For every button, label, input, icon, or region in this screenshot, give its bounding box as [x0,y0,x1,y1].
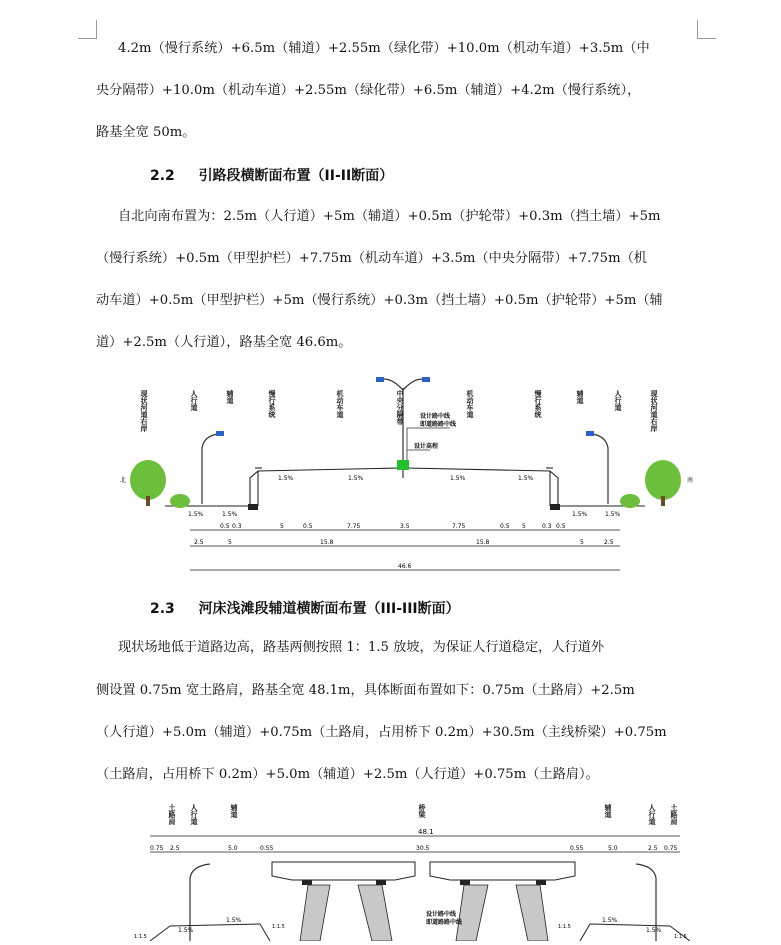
figure3-annotation-design-centerline: 设计路中线 [426,911,457,918]
dim-label: 2.5 [170,845,180,852]
dim-label: 0.55 [570,845,584,852]
dim-label: 0.5 [556,523,566,530]
dim-label: 15.8 [476,539,490,546]
side-slope-label: 1:1.5 [272,924,285,930]
dim-label: 0.5 [500,523,510,530]
slope-label: 1.5% [450,475,466,482]
corner-mark-left [78,20,97,39]
figure3-street-lamps [190,864,656,941]
top-label-motorway-north: 机动车道 [336,390,344,418]
corner-mark-right [697,20,716,39]
cross-section-drawing-3 [130,800,690,941]
top-label-median: 中央分隔带 [396,390,404,425]
side-slope-label: 1:1.5 [558,924,571,930]
retaining-wall-north [248,504,258,510]
annotation-design-elevation: 设计高程 [414,443,439,450]
section23-line2: 侧设置 0.75m 宽土路肩，路基全宽 48.1m，具体断面布置如下：0.75m（土路肩）+2.5m [96,683,635,698]
top-label-slow-south: 慢行系统 [534,390,542,418]
figure3-top-label-sidewalk-left: 人行道 [190,804,198,825]
dim-label: 7.75 [347,523,361,530]
section-2-3-heading [150,598,460,618]
dim-label: 2.5 [648,845,658,852]
lamp-head-right [422,377,430,382]
lamp-head-left [376,377,384,382]
paragraph1-line2: 央分隔带）+10.0m（机动车道）+2.55m（绿化带）+6.5m（辅道）+4.2m（慢行系统）， [96,83,641,98]
dim-label: 0.75 [664,845,678,852]
tree-south [645,460,681,506]
slope-label: 1.5% [348,475,364,482]
dim-label: 5.0 [228,845,238,852]
retaining-wall-south [550,504,560,510]
side-slope-label: 1:1.5 [134,934,147,940]
dim-label: 0.3 [232,523,242,530]
section22-line1: 自北向南布置为：2.5m（人行道）+5m（辅道）+0.5m（护轮带）+0.3m（挡土墙）+5m [118,209,661,224]
top-label-river-north: 现状河道右岸 [140,390,148,432]
slope-label: 1.5% [226,917,242,924]
dimension-row-2 [194,539,614,546]
slope-labels [188,475,621,518]
dim-label: 0.75 [150,845,164,852]
slope-label: 1.5% [605,511,621,518]
dimension-row-1 [220,523,566,530]
side-label-north: 北 [120,477,127,484]
paragraph1-line1: 4.2m（慢行系统）+6.5m（辅道）+2.55m（绿化带）+10.0m（机动车道）+3.5m（中 [118,41,650,56]
side-slope-label: 1:1.5 [674,934,687,940]
dim-label: 5 [580,539,584,546]
slope-label: 1.5% [646,927,662,934]
top-label-aux-road-north: 辅道 [226,390,234,404]
shrub-north [170,494,190,508]
slope-label: 1.5% [178,927,194,934]
figure3-dims [150,845,678,852]
figure3-top-label-shoulder-left: 土路肩 [168,804,176,825]
section22-line2: （慢行系统）+0.5m（甲型护栏）+7.75m（机动车道）+3.5m（中央分隔带）+7.75m（机 [96,251,647,266]
bridge-bearings [302,880,546,885]
section-2-2-heading [150,165,393,185]
dim-label: 7.75 [452,523,466,530]
figure3-top-label-shoulder-right: 土路肩 [670,804,678,825]
section23-line4: （土路肩，占用桥下 0.2m）+5.0m（辅道）+2.5m（人行道）+0.75m（土路肩）。 [96,767,599,782]
figure3-side-slopes [134,924,687,940]
dim-label: 5 [280,523,284,530]
slope-label: 1.5% [518,475,534,482]
dim-label: 2.5 [604,539,614,546]
slope-label: 1.5% [278,475,294,482]
dim-label: 5 [228,539,232,546]
cross-section-figure-2 [110,368,700,578]
bridge-piers [300,885,548,941]
annotation-road-centerline: 即道路路中线 [420,421,457,428]
section22-line3: 动车道）+0.5m（甲型护栏）+5m（慢行系统）+0.3m（挡土墙）+0.5m（护轮带）+5m（辅 [96,293,663,308]
median-planting [397,460,409,470]
dim-label: 15.8 [320,539,334,546]
top-label-slow-north: 慢行系统 [268,390,276,418]
annotation-design-centerline: 设计路中线 [420,413,451,420]
cross-section-figure-3 [130,800,690,941]
shrub-south [620,494,640,508]
top-label-river-south: 现状河道右岸 [650,390,658,432]
side-label-south: 南 [687,477,694,484]
section23-line3: （人行道）+5.0m（辅道）+0.75m（土路肩，占用桥下 0.2m）+30.5m（主线桥梁）+0.75m [96,725,667,740]
figure3-top-label-aux-left: 辅道 [230,804,238,818]
dim-label: 0.3 [542,523,552,530]
dim-label: 2.5 [194,539,204,546]
dim-label: 5 [522,523,526,530]
dimension-total: 46.6 [398,563,412,570]
figure3-top-label-aux-right: 辅道 [604,804,612,818]
figure3-total: 48.1 [418,828,434,836]
top-label-aux-road-south: 辅道 [576,390,584,404]
top-label-sidewalk-south: 人行道 [614,390,622,411]
slope-label: 1.5% [222,511,238,518]
dim-label: 30.5 [416,845,430,852]
top-label-motorway-south: 机动车道 [466,390,474,418]
lamp-head-south [586,431,594,436]
slope-label: 1.5% [572,511,588,518]
lamp-head-north [216,431,224,436]
figure3-top-label-bridge: 桥梁 [418,804,426,818]
section-2-3-title: 河床浅滩段辅道横断面布置（III-III断面） [198,601,460,617]
dim-label: 0.55 [260,845,274,852]
section-2-3-number: 2.3 [150,601,175,617]
slope-label: 1.5% [602,917,618,924]
dim-label: 0.5 [303,523,313,530]
dim-label: 5.0 [608,845,618,852]
section23-line1: 现状场地低于道路边高，路基两侧按照 1：1.5 放坡，为保证人行道稳定，人行道外 [118,640,605,655]
section-2-2-number: 2.2 [150,168,175,184]
tree-north [130,460,166,506]
dim-label: 0.5 [220,523,230,530]
section22-line4: 道）+2.5m（人行道），路基全宽 46.6m。 [96,335,352,350]
dim-label: 3.5 [400,523,410,530]
paragraph1-line3: 路基全宽 50m。 [96,125,196,140]
figure3-road-lines [150,924,690,941]
figure3-top-label-sidewalk-right: 人行道 [648,804,656,825]
figure3-annotation-road-centerline: 即道路路中线 [426,919,463,926]
top-label-sidewalk-north: 人行道 [190,390,198,411]
cross-section-drawing-2 [110,368,700,578]
bridge-decks [272,862,575,880]
road-surface [165,468,645,506]
slope-label: 1.5% [188,511,204,518]
section-2-2-title: 引路段横断面布置（II-II断面） [198,168,394,184]
